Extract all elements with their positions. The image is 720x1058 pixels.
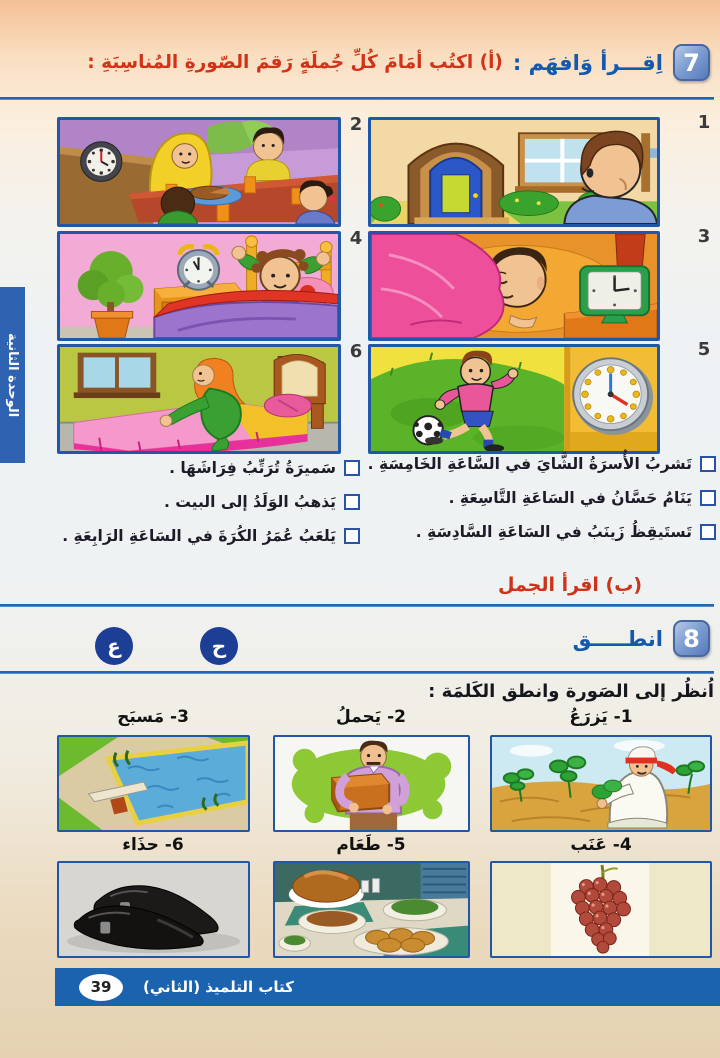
picture-frame-5 [368,344,660,454]
illustration-family-drinking-tea [60,120,338,224]
exercise8-instruction: اُنظُر إلى الصَورة وانطق الكَلمَة : [428,681,714,702]
sentence-row [449,489,716,507]
picture-frame-shoes [57,861,250,958]
sentence-row [416,523,716,541]
sentence-text: يَلعَبُ عُمَرُ الكُرَةَ في السَاعَةِ الرَابِعَةِ . [62,527,336,545]
illustration-food-spread [275,863,468,956]
letter-circle-ain: ع [95,627,133,665]
word-label-yazrau: 1- يَزرَعُ [569,707,633,727]
unit-tab: الوحدة الثانية [0,287,25,463]
illustration-boy-sleeping [371,234,657,338]
sentence-text: تَستَيقِظُ زَينَبُ في السَاعَةِ السَّادِسَةِ . [415,523,692,541]
picture-number: 5 [697,339,711,360]
sentence-row [62,527,360,545]
exercise8-number-badge: 8 [673,620,710,657]
picture-number: 1 [697,112,711,133]
illustration-man-planting [492,737,710,830]
word-label-inab: 4- عَنَب [570,835,632,855]
picture-number: 3 [697,226,711,247]
divider-line [0,671,714,674]
page-number: 39 [79,974,123,1001]
sentence-text: يَذهبُ الوَلَدُ إلى البيت . [163,493,336,511]
illustration-swimming-pool [59,737,248,830]
exercise7-header [15,44,710,81]
exercise8-title: انطـــــق [572,626,663,651]
sentence-text: يَنَامُ حَسَّانُ في السَاعَةِ التَّاسِعَةِ . [448,489,692,507]
book-title: كتاب التلميذ (الثاني) [143,978,294,996]
part-b-heading: (ب) اقرأ الجمل [497,574,642,596]
picture-frame-1 [368,117,660,227]
picture-frame-carrying [273,735,470,832]
picture-number: 6 [349,341,363,362]
answer-checkbox[interactable] [700,456,716,472]
picture-frame-6 [57,344,341,454]
exercise7-instruction: (أ) اكتُب أمَامَ كُلِّ جُملَةٍ رَقمَ الصّورةِ المُناسِبَةِ : [87,52,503,73]
divider-line [0,97,714,100]
illustration-boy-playing-football [371,347,657,451]
word-label-yahmil: 2- يَحملُ [335,707,407,727]
word-label-taam: 5- طَعَام [336,835,406,855]
picture-frame-3 [368,231,660,341]
sentence-row [368,455,716,473]
answer-checkbox[interactable] [700,490,716,506]
divider-line [0,604,714,607]
sentence-row [169,459,360,477]
illustration-grapes [492,863,710,956]
picture-number: 4 [349,228,363,249]
illustration-man-carrying-box [275,737,468,830]
illustration-girl-making-bed [60,347,338,451]
picture-frame-pool [57,735,250,832]
illustration-boy-waking-up [60,234,338,338]
sentence-row [164,493,360,511]
footer-bar [55,968,720,1006]
answer-checkbox[interactable] [344,528,360,544]
picture-frame-grapes [490,861,712,958]
sentence-text: تَشربُ الأُسرَةُ الشَّايَ في السَّاعَةِ الخَامِسَةِ . [367,455,692,473]
exercise7-title: اِقـــرأ وَافهَم : [512,50,663,75]
sentence-text: سَميرَةُ تُرَتِّبُ فِرَاشَهَا . [169,459,336,477]
picture-frame-4 [57,231,341,341]
answer-checkbox[interactable] [344,460,360,476]
picture-frame-planting [490,735,712,832]
illustration-boy-walking-to-house [371,120,657,224]
exercise7-number-badge: 7 [673,44,710,81]
word-label-masbah: 3- مَسبَح [117,707,189,727]
letter-circle-ha: ح [200,627,238,665]
picture-frame-2 [57,117,341,227]
picture-number: 2 [349,114,363,135]
answer-checkbox[interactable] [700,524,716,540]
illustration-shoes [59,863,248,956]
word-label-hithaa: 6- حذَاء [122,835,184,855]
picture-frame-food [273,861,470,958]
answer-checkbox[interactable] [344,494,360,510]
